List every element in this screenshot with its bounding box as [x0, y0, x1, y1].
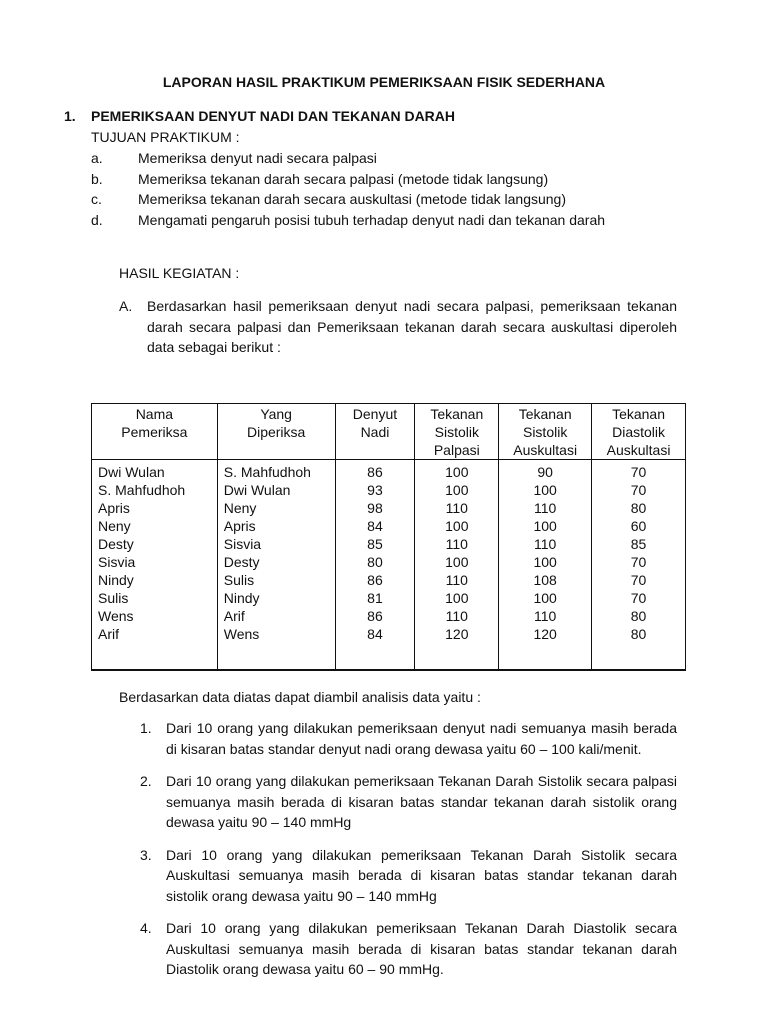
cell-denyut-nadi: 93 — [335, 481, 415, 499]
cell-denyut-nadi: 86 — [335, 571, 415, 589]
section-title: PEMERIKSAAN DENYUT NADI DAN TEKANAN DARAH — [91, 108, 456, 124]
cell-sistolik-palpasi: 100 — [415, 589, 499, 607]
list-item — [140, 918, 677, 980]
cell-sistolik-auskultasi: 100 — [499, 589, 592, 607]
cell-sistolik-palpasi: 110 — [415, 499, 499, 517]
table-row — [92, 460, 686, 482]
cell-denyut-nadi: 98 — [335, 499, 415, 517]
cell-yang-diperiksa: Sulis — [217, 571, 335, 589]
cell-yang-diperiksa: S. Mahfudhoh — [217, 460, 335, 482]
cell-sistolik-auskultasi: 110 — [499, 535, 592, 553]
objective-item — [91, 169, 711, 190]
header-yang-diperiksa: Yang Diperiksa — [217, 404, 335, 460]
cell-sistolik-palpasi: 100 — [415, 460, 499, 482]
analysis-number: 3. — [140, 846, 152, 863]
objective-item — [91, 189, 711, 210]
cell-sistolik-palpasi: 110 — [415, 607, 499, 625]
cell-diastolik-auskultasi: 80 — [592, 625, 686, 670]
list-item — [140, 771, 677, 833]
cell-denyut-nadi: 80 — [335, 553, 415, 571]
objective-text: Memeriksa denyut nadi secara palpasi — [138, 150, 377, 166]
cell-diastolik-auskultasi: 70 — [592, 553, 686, 571]
objectives-list — [91, 148, 711, 230]
table-row — [92, 481, 686, 499]
results-table — [91, 403, 686, 671]
cell-diastolik-auskultasi: 70 — [592, 481, 686, 499]
cell-diastolik-auskultasi: 70 — [592, 589, 686, 607]
cell-yang-diperiksa: Desty — [217, 553, 335, 571]
cell-sistolik-palpasi: 110 — [415, 535, 499, 553]
analysis-text: Dari 10 orang yang dilakukan pemeriksaan Tekanan Darah Sistolik secara Auskultasi semuanya masih berada di kisaran batas standar tekanan darah sistolik orang dewasa yaitu 90 – 140 mmHg — [166, 846, 677, 904]
cell-yang-diperiksa: Dwi Wulan — [217, 481, 335, 499]
cell-sistolik-palpasi: 100 — [415, 553, 499, 571]
cell-sistolik-auskultasi: 108 — [499, 571, 592, 589]
paragraph-marker: A. — [119, 298, 133, 314]
header-denyut-nadi: Denyut Nadi — [335, 404, 415, 460]
cell-sistolik-auskultasi: 120 — [499, 625, 592, 670]
cell-diastolik-auskultasi: 70 — [592, 571, 686, 589]
analysis-text: Dari 10 orang yang dilakukan pemeriksaan Tekanan Darah Diastolik secara Auskultasi semuanya masih berada di kisaran batas standar tekanan darah Diastolik orang dewasa yaitu 60 – 90 mmHg. — [166, 920, 677, 977]
header-nama-pemeriksa: Nama Pemeriksa — [92, 404, 218, 460]
cell-yang-diperiksa: Arif — [217, 607, 335, 625]
results-paragraph — [119, 296, 677, 358]
cell-nama-pemeriksa: Sulis — [92, 589, 218, 607]
cell-nama-pemeriksa: S. Mahfudhoh — [92, 481, 218, 499]
cell-sistolik-auskultasi: 100 — [499, 517, 592, 535]
cell-diastolik-auskultasi: 80 — [592, 607, 686, 625]
objective-text: Mengamati pengaruh posisi tubuh terhadap denyut nadi dan tekanan darah — [138, 211, 606, 228]
header-sistolik-auskultasi: Tekanan Sistolik Auskultasi — [499, 404, 592, 460]
table-row — [92, 499, 686, 517]
analysis-list — [140, 718, 677, 992]
table-row — [92, 535, 686, 553]
cell-yang-diperiksa: Apris — [217, 517, 335, 535]
list-item — [140, 845, 677, 907]
document-title: LAPORAN HASIL PRAKTIKUM PEMERIKSAAN FISIK SEDERHANA — [162, 74, 606, 90]
cell-denyut-nadi: 86 — [335, 460, 415, 482]
cell-yang-diperiksa: Wens — [217, 625, 335, 670]
header-sistolik-palpasi: Tekanan Sistolik Palpasi — [415, 404, 499, 460]
cell-sistolik-auskultasi: 110 — [499, 607, 592, 625]
objective-text: Memeriksa tekanan darah secara auskultasi (metode tidak langsung) — [138, 191, 567, 207]
cell-sistolik-auskultasi: 110 — [499, 499, 592, 517]
objective-item — [91, 210, 711, 231]
cell-diastolik-auskultasi: 60 — [592, 517, 686, 535]
cell-sistolik-auskultasi: 100 — [499, 481, 592, 499]
analysis-number: 4. — [140, 920, 152, 936]
cell-sistolik-palpasi: 110 — [415, 571, 499, 589]
cell-diastolik-auskultasi: 85 — [592, 535, 686, 553]
header-diastolik-auskultasi: Tekanan Diastolik Auskultasi — [592, 404, 686, 460]
analysis-number: 2. — [140, 773, 152, 789]
analysis-text: Dari 10 orang yang dilakukan pemeriksaan denyut nadi semuanya masih berada di kisaran batas standar denyut nadi orang dewasa yaitu 60 – 100 kali/menit. — [166, 720, 677, 757]
table-row — [92, 571, 686, 589]
objective-letter: a. — [91, 150, 103, 166]
objectives-heading: TUJUAN PRAKTIKUM : — [91, 129, 240, 145]
cell-sistolik-auskultasi: 100 — [499, 553, 592, 571]
cell-sistolik-palpasi: 100 — [415, 481, 499, 499]
cell-nama-pemeriksa: Wens — [92, 607, 218, 625]
analysis-text: Dari 10 orang yang dilakukan pemeriksaan Tekanan Darah Sistolik secara palpasi semuanya masih berada di kisaran batas standar tekanan darah sistolik orang dewasa yaitu 90 – 140 mmHg — [166, 773, 677, 830]
cell-nama-pemeriksa: Dwi Wulan — [92, 460, 218, 482]
analysis-number: 1. — [140, 720, 152, 736]
paragraph-text: Berdasarkan hasil pemeriksaan denyut nadi secara palpasi, pemeriksaan tekanan darah secara palpasi dan Pemeriksaan tekanan darah secara auskultasi diperoleh data sebagai berikut : — [147, 298, 677, 355]
table-row — [92, 553, 686, 571]
table-header-row — [92, 404, 686, 460]
cell-sistolik-auskultasi: 90 — [499, 460, 592, 482]
table-row — [92, 607, 686, 625]
cell-yang-diperiksa: Neny — [217, 499, 335, 517]
cell-diastolik-auskultasi: 70 — [592, 460, 686, 482]
cell-nama-pemeriksa: Neny — [92, 517, 218, 535]
cell-sistolik-palpasi: 120 — [415, 625, 499, 670]
cell-nama-pemeriksa: Apris — [92, 499, 218, 517]
cell-denyut-nadi: 84 — [335, 517, 415, 535]
objective-letter: b. — [91, 170, 103, 187]
cell-denyut-nadi: 85 — [335, 535, 415, 553]
cell-yang-diperiksa: Sisvia — [217, 535, 335, 553]
table-row — [92, 625, 686, 670]
cell-diastolik-auskultasi: 80 — [592, 499, 686, 517]
objective-letter: c. — [91, 191, 102, 207]
list-item — [140, 718, 677, 759]
cell-sistolik-palpasi: 100 — [415, 517, 499, 535]
cell-nama-pemeriksa: Nindy — [92, 571, 218, 589]
objective-text: Memeriksa tekanan darah secara palpasi (metode tidak langsung) — [138, 170, 549, 187]
results-heading: HASIL KEGIATAN : — [119, 265, 240, 281]
section-number: 1. — [64, 108, 76, 124]
cell-nama-pemeriksa: Arif — [92, 625, 218, 670]
cell-denyut-nadi: 81 — [335, 589, 415, 607]
cell-nama-pemeriksa: Desty — [92, 535, 218, 553]
cell-denyut-nadi: 84 — [335, 625, 415, 670]
analysis-intro: Berdasarkan data diatas dapat diambil analisis data yaitu : — [119, 689, 481, 705]
objective-letter: d. — [91, 211, 103, 228]
cell-yang-diperiksa: Nindy — [217, 589, 335, 607]
cell-denyut-nadi: 86 — [335, 607, 415, 625]
table-row — [92, 589, 686, 607]
objective-item — [91, 148, 711, 169]
cell-nama-pemeriksa: Sisvia — [92, 553, 218, 571]
table-row — [92, 517, 686, 535]
